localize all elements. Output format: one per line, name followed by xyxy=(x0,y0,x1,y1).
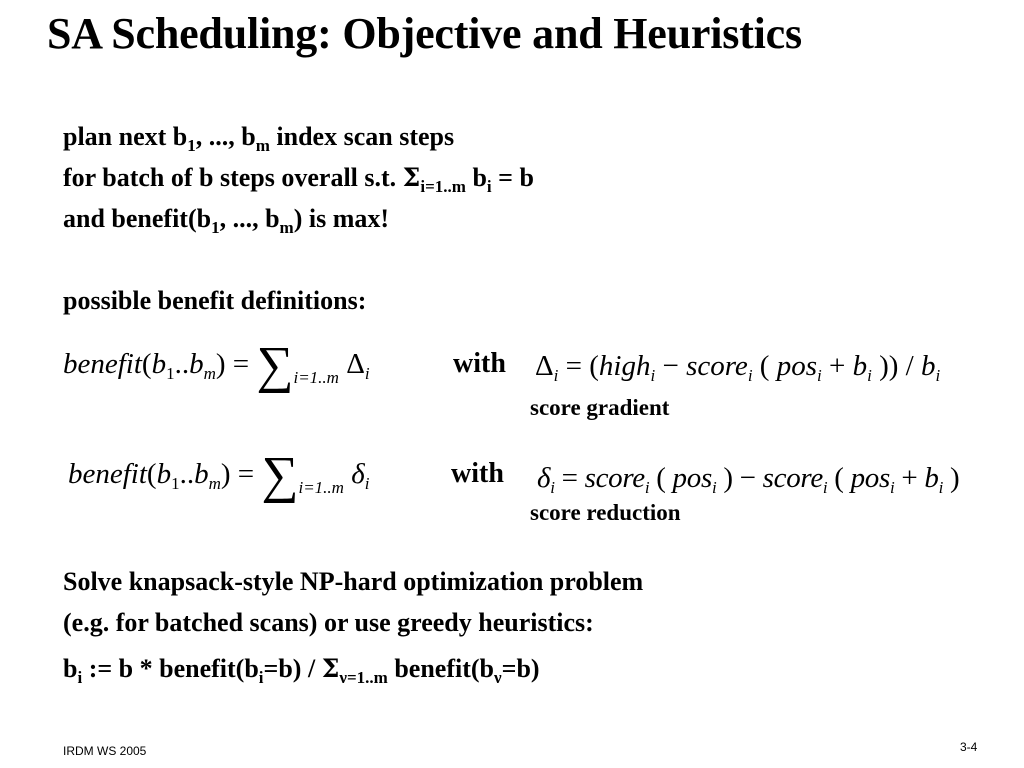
with-label-2: with xyxy=(451,458,504,489)
formula-2-lhs: $benefit(b_1..b_m) = \sum_{i=1..m}$ $\delta_i$ xyxy=(68,447,370,504)
caption-score-gradient: score gradient xyxy=(530,395,670,420)
formula-1-rhs: $\Delta_i$ = (high$_i$ − score$_i$ ( $pos_i + b_i$ )) / $b_i$ xyxy=(535,350,941,385)
sigma-symbol: Σ xyxy=(321,654,340,683)
solve-line-3: $b_i$ := $b * benefit(b_i=b) / \Sigma_{\nu=1..m}$ $benefit(b_\nu=b)$ xyxy=(63,654,540,687)
objective-block xyxy=(63,116,534,239)
sum-symbol: ∑ xyxy=(256,337,294,394)
footer-page-number: 3-4 xyxy=(960,740,978,754)
sum-symbol: ∑ xyxy=(261,447,299,504)
with-label-1: with xyxy=(453,348,506,379)
objective-line-3: and $benefit(b_1$, ..., $b_m$) is max! xyxy=(63,204,390,237)
solve-block xyxy=(63,561,643,689)
objective-line-1: plan next $b_1$, ..., $b_m$ index scan steps xyxy=(63,122,455,155)
solve-line-2: (e.g. for batched scans) or use greedy heuristics: xyxy=(63,608,594,637)
sigma-symbol: Σ xyxy=(402,163,421,192)
solve-line-1: Solve knapsack-style NP-hard optimization problem xyxy=(63,567,644,596)
caption-score-reduction: score reduction xyxy=(530,500,681,525)
formula-2-rhs: $\delta_i$ = score$_i$ ( pos$_i$ ) − score$_i$ ( $pos_i + b_i$ ) xyxy=(537,462,960,497)
footer-course: IRDM WS 2005 xyxy=(63,744,147,758)
objective-line-2: for batch of b steps overall s.t. $\Sigma_{i=1..m}$ $b_i = b$ xyxy=(63,163,534,196)
slide-title: SA Scheduling: Objective and Heuristics xyxy=(47,9,802,58)
definitions-heading: possible benefit definitions: xyxy=(63,286,367,315)
formula-1-lhs: $benefit(b_1..b_m) = \sum_{i=1..m}$ $\Delta_i$ xyxy=(63,337,370,394)
